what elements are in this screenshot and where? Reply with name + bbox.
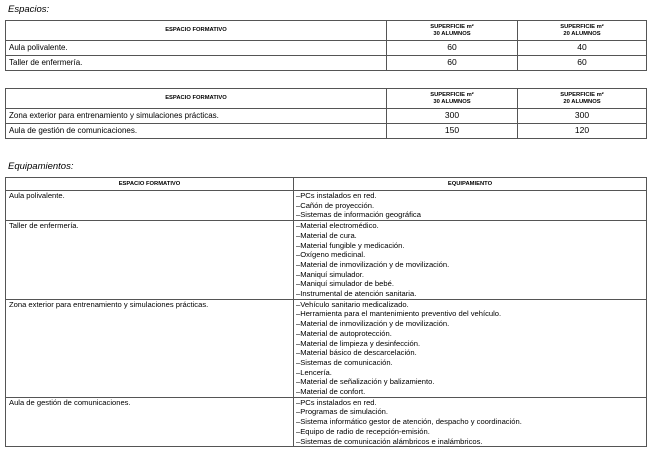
espacios-title: Espacios:	[8, 4, 50, 15]
table-row	[6, 56, 647, 71]
equipment-item: –Material de señalización y balizamiento.	[296, 377, 435, 387]
equipment-item: –Equipo de radio de recepción-emisión.	[296, 426, 430, 436]
row-value-30: 60	[387, 56, 518, 71]
header-superficie-20: SUPERFICIE m² 20 ALUMNOS	[518, 89, 647, 109]
header-superficie-30: SUPERFICIE m² 30 ALUMNOS	[387, 21, 518, 41]
header-espacio-formativo: ESPACIO FORMATIVO	[6, 21, 387, 41]
equipment-item: –PCs instalados en red.	[296, 191, 377, 200]
row-value-30: 150	[387, 124, 518, 139]
equipment-item: –Material electromédico.	[296, 221, 379, 231]
row-value-20: 60	[518, 56, 647, 71]
equipment-item: –Cañón de proyección.	[296, 200, 375, 210]
equipment-item: –Vehículo sanitario medicalizado.	[296, 299, 409, 309]
equipment-item: –Material básico de descarcelación.	[296, 348, 417, 358]
table-row	[6, 397, 647, 447]
equipment-list	[294, 221, 647, 300]
row-value-30: 60	[387, 41, 518, 56]
row-name: Aula de gestión de comunicaciones.	[6, 397, 294, 447]
equipment-item: –Sistema informático gestor de atención, despacho y coordinación.	[296, 417, 522, 427]
table-row	[6, 109, 647, 124]
header-espacio-formativo: ESPACIO FORMATIVO	[6, 89, 387, 109]
row-name: Aula polivalente.	[6, 41, 387, 56]
equipment-item: –Instrumental de atención sanitaria.	[296, 289, 417, 299]
equipment-item: –Programas de simulación.	[296, 407, 389, 417]
equipment-item: –Material fungible y medicación.	[296, 240, 405, 250]
row-value-30: 300	[387, 109, 518, 124]
table-header-row	[6, 21, 647, 41]
row-name: Zona exterior para entrenamiento y simulaciones prácticas.	[6, 299, 294, 397]
header-equipamiento: EQUIPAMIENTO	[294, 178, 647, 191]
table-row	[6, 299, 647, 397]
table-row	[6, 124, 647, 139]
equipment-item: –Sistemas de información geográfica	[296, 210, 421, 220]
header-superficie-30: SUPERFICIE m² 30 ALUMNOS	[387, 89, 518, 109]
row-value-20: 120	[518, 124, 647, 139]
equipment-item: –Material de confort.	[296, 387, 366, 397]
row-value-20: 40	[518, 41, 647, 56]
espacios-table-1	[5, 20, 647, 71]
espacios-table-2	[5, 88, 647, 139]
table-row	[6, 191, 647, 221]
equipment-list	[294, 299, 647, 397]
equipamientos-table	[5, 177, 647, 447]
row-name: Zona exterior para entrenamiento y simulaciones prácticas.	[6, 109, 387, 124]
table-header-row	[6, 178, 647, 191]
equipamientos-title: Equipamientos:	[8, 161, 74, 172]
header-superficie-20: SUPERFICIE m² 20 ALUMNOS	[518, 21, 647, 41]
table-row	[6, 221, 647, 300]
equipment-item: –Oxígeno medicinal.	[296, 250, 366, 260]
equipment-item: –Lencería.	[296, 367, 332, 377]
equipment-list	[294, 191, 647, 221]
equipment-item: –Material de cura.	[296, 230, 357, 240]
table-row	[6, 41, 647, 56]
header-espacio-formativo: ESPACIO FORMATIVO	[6, 178, 294, 191]
equipment-item: –Herramienta para el mantenimiento preventivo del vehículo.	[296, 309, 502, 319]
table-header-row	[6, 89, 647, 109]
equipment-item: –Material de inmovilización y de movilización.	[296, 319, 450, 329]
equipment-item: –Sistemas de comunicación.	[296, 357, 393, 367]
equipment-item: –Material de autoprotección.	[296, 328, 392, 338]
equipment-list	[294, 397, 647, 447]
equipment-item: –Material de limpieza y desinfección.	[296, 338, 421, 348]
equipment-item: –PCs instalados en red.	[296, 397, 377, 407]
equipment-item: –Sistemas de comunicación alámbricos e inalámbricos.	[296, 436, 483, 446]
equipment-item: –Maniquí simulador de bebé.	[296, 279, 394, 289]
row-name: Taller de enfermería.	[6, 221, 294, 300]
equipment-item: –Maniquí simulador.	[296, 269, 364, 279]
row-name: Taller de enfermería.	[6, 56, 387, 71]
row-name: Aula de gestión de comunicaciones.	[6, 124, 387, 139]
row-name: Aula polivalente.	[6, 191, 294, 221]
equipment-item: –Material de inmovilización y de movilización.	[296, 259, 450, 269]
row-value-20: 300	[518, 109, 647, 124]
